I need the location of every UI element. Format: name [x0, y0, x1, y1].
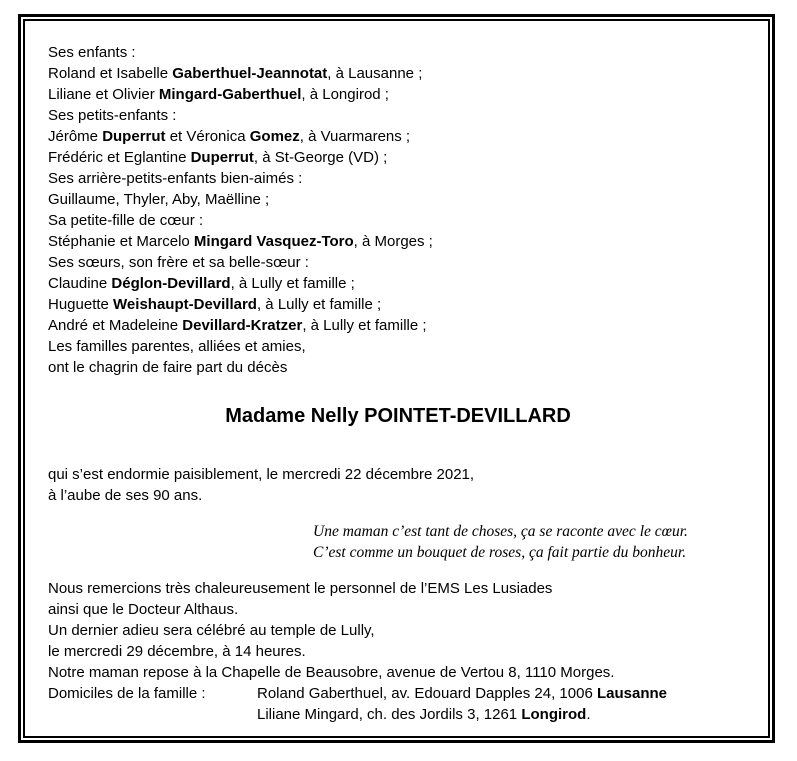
text-line: ainsi que le Docteur Althaus.	[48, 601, 239, 618]
text-line: Frédéric et Eglantine Duperrut, à St-George (VD) ;	[48, 149, 388, 166]
text-line: Guillaume, Thyler, Aby, Maëlline ;	[48, 191, 270, 208]
domicile-entries	[257, 683, 667, 725]
text-line: Ses petits-enfants :	[48, 107, 177, 124]
closing-lines	[48, 578, 748, 683]
text-line: le mercredi 29 décembre, à 14 heures.	[48, 643, 306, 660]
text-line: André et Madeleine Devillard-Kratzer, à Lully et famille ;	[48, 317, 427, 334]
text-line: Jérôme Duperrut et Véronica Gomez, à Vuarmarens ;	[48, 128, 411, 145]
text-line: à l’aube de ses 90 ans.	[48, 487, 203, 504]
text-line: Roland Gaberthuel, av. Edouard Dapples 24, 1006 Lausanne	[257, 685, 667, 702]
text-line: qui s’est endormie paisiblement, le mercredi 22 décembre 2021,	[48, 466, 475, 483]
text-line: Stéphanie et Marcelo Mingard Vasquez-Toro, à Morges ;	[48, 233, 433, 250]
text-line: Huguette Weishaupt-Devillard, à Lully et famille ;	[48, 296, 382, 313]
text-line: Un dernier adieu sera célébré au temple de Lully,	[48, 622, 375, 639]
domicile-row	[48, 683, 748, 725]
notice-border-frame	[18, 14, 775, 743]
notice-content	[23, 19, 770, 738]
text-line: Ses enfants :	[48, 44, 136, 61]
text-line: Nous remercions très chaleureusement le personnel de l’EMS Les Lusiades	[48, 580, 553, 597]
deceased-name-title: Madame Nelly POINTET-DEVILLARD	[225, 405, 571, 427]
text-line: Sa petite-fille de cœur :	[48, 212, 204, 229]
death-statement	[48, 464, 748, 506]
text-line: Ses arrière-petits-enfants bien-aimés :	[48, 170, 303, 187]
text-line: Notre maman repose à la Chapelle de Beausobre, avenue de Vertou 8, 1110 Morges.	[48, 664, 615, 681]
text-line: Liliane et Olivier Mingard-Gaberthuel, à Longirod ;	[48, 86, 389, 103]
text-line: Roland et Isabelle Gaberthuel-Jeannotat, à Lausanne ;	[48, 65, 423, 82]
text-line: Claudine Déglon-Devillard, à Lully et famille ;	[48, 275, 355, 292]
text-line: C’est comme un bouquet de roses, ça fait partie du bonheur.	[313, 544, 687, 561]
text-line: Ses sœurs, son frère et sa belle-sœur :	[48, 254, 309, 271]
text-line: Une maman c’est tant de choses, ça se raconte avec le cœur.	[313, 523, 688, 540]
memorial-quote	[313, 521, 748, 563]
closing-information	[48, 578, 748, 725]
domicile-label: Domiciles de la famille :	[48, 685, 206, 702]
family-list	[48, 42, 748, 378]
text-line: Liliane Mingard, ch. des Jordils 3, 1261 Longirod.	[257, 706, 591, 723]
text-line: ont le chagrin de faire part du décès	[48, 359, 288, 376]
text-line: Les familles parentes, alliées et amies,	[48, 338, 306, 355]
